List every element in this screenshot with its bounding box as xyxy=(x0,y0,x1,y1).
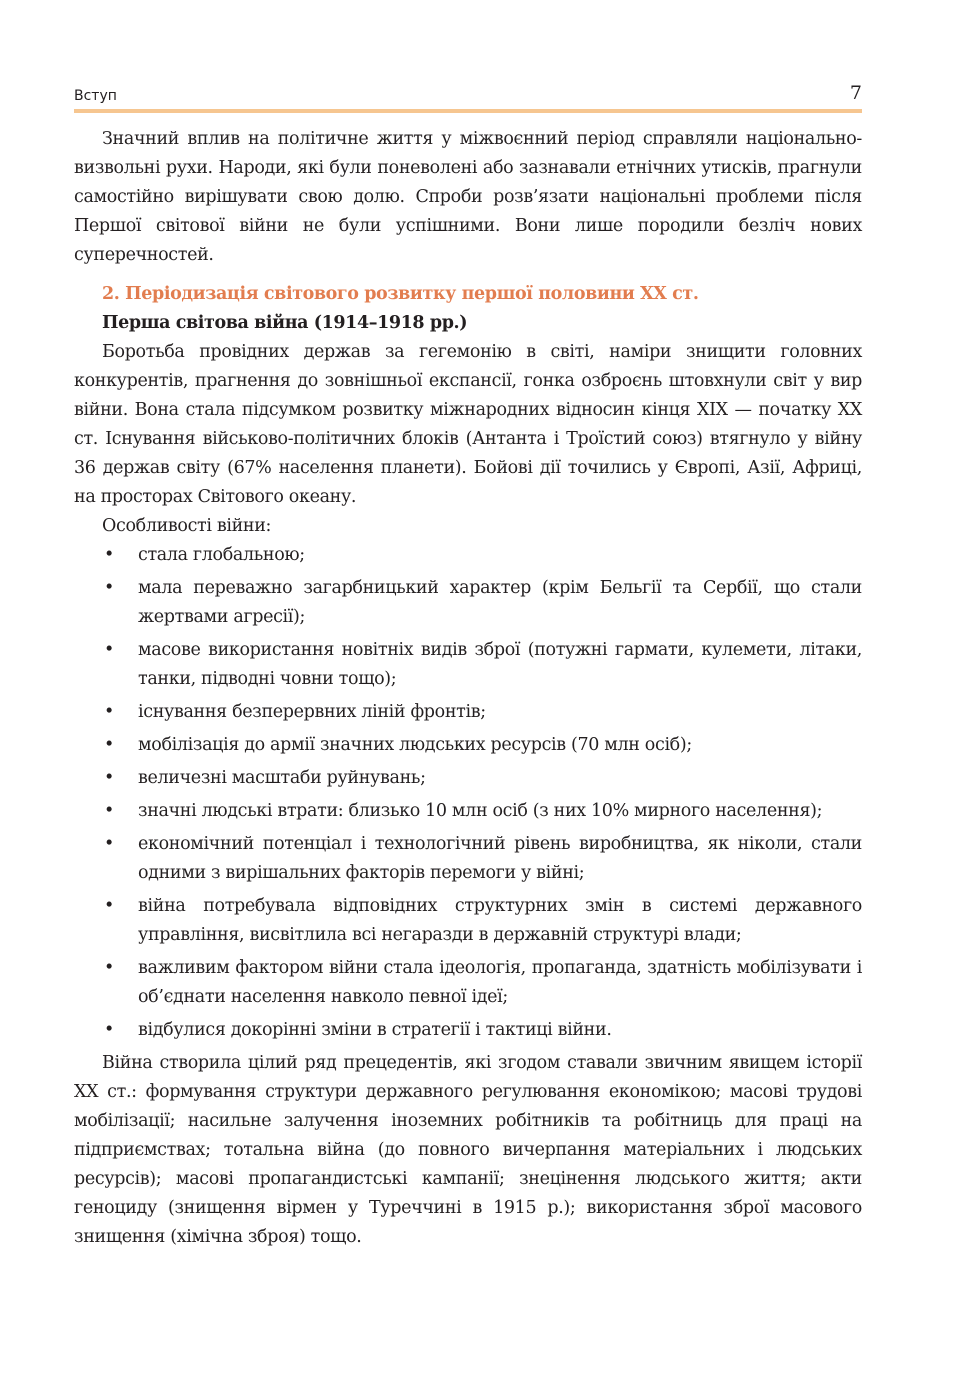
subsection-title: Перша світова війна (1914–1918 рр.) xyxy=(102,313,468,333)
bullet-marker: • xyxy=(104,578,114,598)
list-item-text: економічний потенціал і технологічний рівень виробництва, як ніколи, стали одними з вирішальних факторів перемоги у війні; xyxy=(138,834,862,883)
list-item xyxy=(74,574,862,632)
list-item xyxy=(74,636,862,694)
list-item-text: відбулися докорінні зміни в стратегії і тактиці війни. xyxy=(138,1020,612,1040)
list-item xyxy=(74,764,862,793)
list-item-text: мала переважно загарбницький характер (крім Бельгії та Сербії, що стали жертвами агресії); xyxy=(138,578,862,627)
list-item-text: значні людські втрати: близько 10 млн осіб (з них 10% мирного населення); xyxy=(138,801,823,821)
list-item xyxy=(74,731,862,760)
bullet-marker: • xyxy=(104,735,114,755)
bullet-marker: • xyxy=(104,801,114,821)
list-item-text: війна потребувала відповідних структурних змін в системі державного управління, висвітлила всі негаразди в державній структурі влади; xyxy=(138,896,862,945)
page-body xyxy=(74,125,862,1252)
list-item xyxy=(74,1016,862,1045)
intro-paragraph: Значний вплив на політичне життя у міжвоєнний період справляли національно-визвольні рухи. Народи, які були поневолені або зазнавали етнічних утисків, прагнули самостійно вирішувати свою долю. Спроби розв’язати національні проблеми після Першої світової війни не були успішними. Вони лише породили безліч нових суперечностей. xyxy=(74,129,862,265)
header-rule xyxy=(74,109,862,113)
precedents-paragraph: Війна створила цілий ряд прецедентів, які згодом ставали звичним явищем історії XX ст.: формування структури державного регулювання економікою; масові трудові мобілізації; насильне залучення іноземних робітників та робітниць для праці на підприємствах; тотальна війна (до повного вичерпання матеріальних і людських ресурсів); масові пропагандистські кампанії; знецінення людського життя; акти геноциду (знищення вірмен у Туреччині в 1915 р.); використання зброї масового знищення (хімічна зброя) тощо. xyxy=(74,1053,862,1247)
list-item xyxy=(74,954,862,1012)
war-paragraph: Боротьба провідних держав за гегемонію в світі, наміри знищити головних конкурентів, прагнення до зовнішньої експансії, гонка озброєнь штовхнули світ у вир війни. Вона стала підсумком розвитку міжнародних відносин кінця XIX — початку XX ст. Існування військово-політичних блоків (Антанта і Троїстий союз) втягнуло у війну 36 держав світу (67% населення планети). Бойові дії точились у Європі, Азії, Африці, на просторах Світового океану. xyxy=(74,342,862,507)
list-item xyxy=(74,698,862,727)
features-list xyxy=(74,541,862,1045)
list-item-text: величезні масштаби руйнувань; xyxy=(138,768,426,788)
bullet-marker: • xyxy=(104,702,114,722)
list-item-text: масове використання новітніх видів зброї (потужні гармати, кулемети, літаки, танки, підводні човни тощо); xyxy=(138,640,862,689)
bullet-marker: • xyxy=(104,1020,114,1040)
list-item-text: важливим фактором війни стала ідеологія, пропаганда, здатність мобілізувати і об’єднати населення навколо певної ідеї; xyxy=(138,958,862,1007)
page-number: 7 xyxy=(849,82,862,104)
running-head: Вступ xyxy=(74,88,117,104)
features-lead: Особливості війни: xyxy=(102,516,272,536)
list-item xyxy=(74,797,862,826)
bullet-marker: • xyxy=(104,896,114,916)
bullet-marker: • xyxy=(104,640,114,660)
list-item-text: стала глобальною; xyxy=(138,545,305,565)
section-title: 2. Періодизація світового розвитку першої половини XX ст. xyxy=(102,284,699,304)
bullet-marker: • xyxy=(104,545,114,565)
page-header xyxy=(74,80,862,110)
list-item-text: мобілізація до армії значних людських ресурсів (70 млн осіб); xyxy=(138,735,692,755)
bullet-marker: • xyxy=(104,834,114,854)
list-item xyxy=(74,892,862,950)
list-item xyxy=(74,541,862,570)
bullet-marker: • xyxy=(104,768,114,788)
list-item xyxy=(74,830,862,888)
list-item-text: існування безперервних ліній фронтів; xyxy=(138,702,486,722)
bullet-marker: • xyxy=(104,958,114,978)
